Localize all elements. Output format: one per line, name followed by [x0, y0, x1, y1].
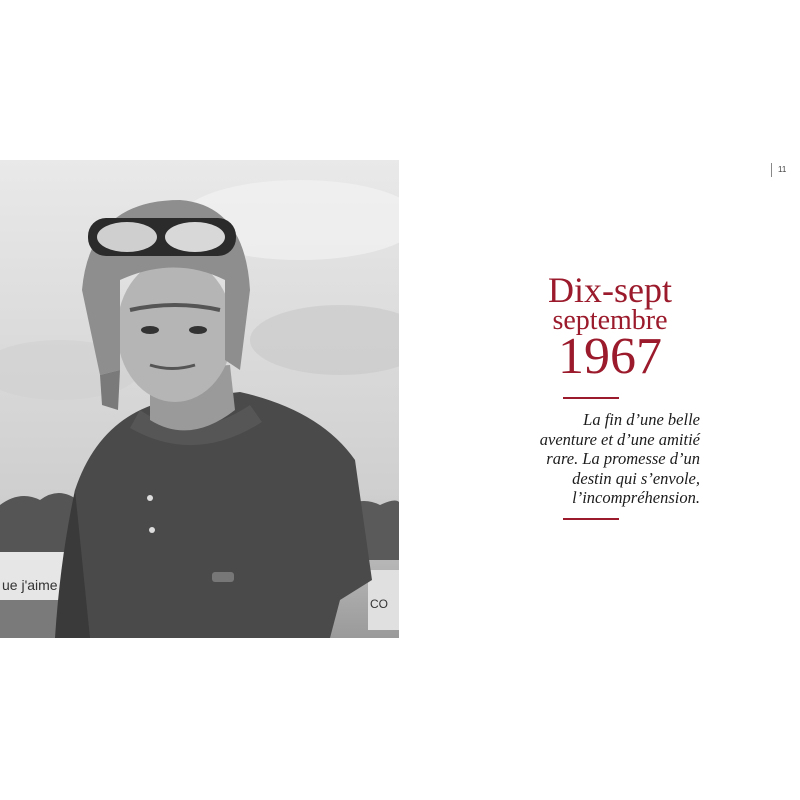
banner-text-2: CO [370, 597, 388, 611]
title-line-1: Dix-sept [548, 270, 672, 310]
title-line-3: 1967 [558, 328, 662, 385]
title-line-2: septembre [552, 305, 668, 336]
intro-line: rare. La promesse d’un [546, 449, 700, 468]
banner-text: ue j'aime [2, 577, 58, 593]
intro-line: destin qui s’envole, [572, 468, 700, 488]
rule-top [563, 397, 619, 399]
portrait-illustration [0, 160, 399, 638]
intro-line: l’incompréhension. [572, 488, 700, 507]
intro-line: La fin d’une belle [583, 410, 700, 429]
portrait-photo [0, 160, 399, 638]
rule-bottom [563, 518, 619, 520]
chapter-intro [480, 410, 700, 508]
intro-line: aventure et d’une amitié [539, 429, 700, 449]
page-number-right: 11 [771, 163, 786, 177]
